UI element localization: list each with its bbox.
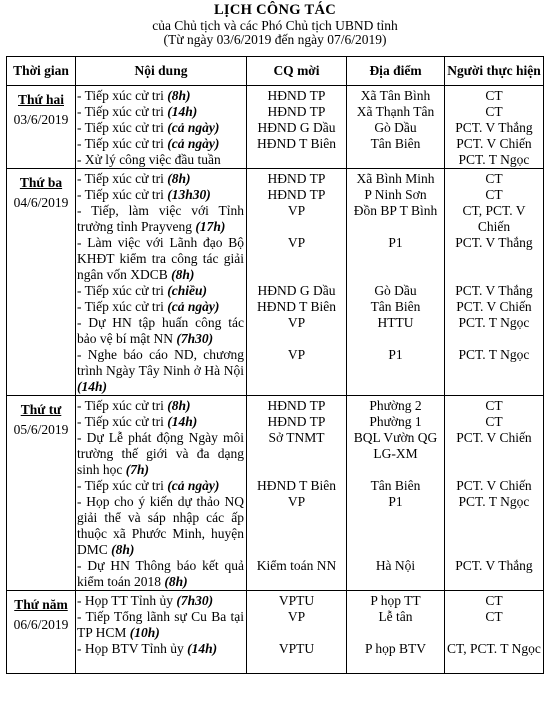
- host-org: VP: [287, 315, 306, 330]
- agenda-time: (8h): [171, 267, 195, 282]
- location: Tân Biên: [370, 478, 421, 493]
- location: P1: [388, 494, 403, 509]
- content-cell: [76, 169, 247, 396]
- agenda-item: [76, 152, 246, 168]
- performer: CT: [485, 104, 503, 119]
- agenda-item: [76, 187, 246, 203]
- host-org: HĐND T Biên: [256, 299, 336, 314]
- agenda-time: (10h): [129, 625, 160, 640]
- agenda-item: [76, 88, 246, 104]
- day-date: 06/6/2019: [13, 617, 69, 632]
- agenda-text: - Họp BTV Tỉnh ủy: [77, 641, 188, 656]
- host-cell: [247, 169, 347, 396]
- location: Xã Bình Minh: [356, 171, 435, 186]
- performer-cell: [445, 86, 544, 169]
- agenda-item: [76, 593, 246, 609]
- agenda-time: (7h30): [176, 331, 214, 346]
- performer: CT: [485, 88, 503, 103]
- performer: PCT. V Chiến: [456, 430, 532, 445]
- location: P1: [388, 347, 403, 362]
- agenda-item: [76, 203, 246, 235]
- performer: CT, PCT. T Ngọc: [447, 641, 541, 656]
- agenda-text: - Tiếp xúc cử tri: [77, 283, 168, 298]
- day-name: Thứ năm: [14, 597, 68, 612]
- performer: PCT. T Ngọc: [458, 494, 530, 509]
- column-header-content: Nội dung: [76, 57, 247, 86]
- agenda-item: [76, 136, 246, 152]
- performer: PCT. V Thắng: [455, 558, 533, 573]
- agenda-text: - Tiếp xúc cử tri: [77, 398, 168, 413]
- agenda-item: [76, 430, 246, 478]
- performer: PCT. V Thắng: [455, 283, 533, 298]
- performer: CT: [485, 414, 503, 429]
- agenda-item: [76, 120, 246, 136]
- agenda-time: (17h): [195, 219, 226, 234]
- location: HTTU: [377, 315, 414, 330]
- host-org: HĐND T Biên: [256, 478, 336, 493]
- host-org: VPTU: [278, 641, 315, 656]
- host-org: HĐND TP: [267, 104, 326, 119]
- location: P Ninh Sơn: [364, 187, 427, 202]
- content-cell: [76, 396, 247, 591]
- host-cell: [247, 591, 347, 674]
- agenda-item: [76, 171, 246, 187]
- table-header-row: [7, 57, 544, 86]
- location: [347, 152, 444, 168]
- performer: CT, PCT. V Chiến: [462, 203, 526, 234]
- host-org: HĐND TP: [267, 187, 326, 202]
- agenda-time: (8h): [167, 398, 191, 413]
- day-cell: [7, 396, 76, 591]
- host-org: Sở TNMT: [268, 430, 325, 445]
- location: Xã Tân Bình: [360, 88, 431, 103]
- column-header-performer: Người thực hiện: [445, 57, 544, 86]
- location: Phường 1: [369, 414, 422, 429]
- host-org: HĐND T Biên: [256, 136, 336, 151]
- host-org: [247, 152, 346, 168]
- agenda-text: - Dự Lễ phát động Ngày môi trường thế giới và đa dạng sinh học: [77, 430, 244, 477]
- schedule-table: [6, 56, 544, 674]
- agenda-time: (13h30): [167, 187, 211, 202]
- agenda-text: - Nghe báo cáo ND, chương trình Ngày Tây Ninh ở Hà Nội: [77, 347, 244, 378]
- location: BQL Vườn QG LG-XM: [353, 430, 438, 461]
- agenda-item: [76, 299, 246, 315]
- agenda-text: - Tiếp xúc cử tri: [77, 171, 168, 186]
- day-row: [7, 169, 544, 396]
- host-org: HĐND TP: [267, 414, 326, 429]
- performer-cell: [445, 396, 544, 591]
- host-org: HĐND TP: [267, 398, 326, 413]
- agenda-time: (7h30): [176, 593, 214, 608]
- host-org: Kiểm toán NN: [256, 558, 337, 573]
- column-header-location: Địa điểm: [347, 57, 445, 86]
- performer: CT: [485, 398, 503, 413]
- document-date-range: (Từ ngày 03/6/2019 đến ngày 07/6/2019): [163, 32, 387, 47]
- agenda-text: - Tiếp xúc cử tri: [77, 88, 168, 103]
- performer: CT: [485, 593, 503, 608]
- agenda-time: (14h): [187, 641, 218, 656]
- agenda-text: - Làm việc với Lãnh đạo Bộ KHĐT kiểm tra công tác giải ngân vốn XDCB: [77, 235, 244, 282]
- host-cell: [247, 86, 347, 169]
- performer: CT: [485, 171, 503, 186]
- agenda-item: [76, 641, 246, 673]
- agenda-text: - Họp cho ý kiến dự thảo NQ giải thể và sáp nhập các ấp thuộc xã Phước Minh, huyện DMC: [77, 494, 244, 557]
- location: Tân Biên: [370, 136, 421, 151]
- location: P1: [388, 235, 403, 250]
- agenda-item: [76, 558, 246, 590]
- location: Tân Biên: [370, 299, 421, 314]
- agenda-text: - Tiếp xúc cử tri: [77, 299, 168, 314]
- agenda-item: [76, 283, 246, 299]
- agenda-item: [76, 414, 246, 430]
- day-cell: [7, 86, 76, 169]
- agenda-item: [76, 347, 246, 395]
- agenda-time: (14h): [77, 379, 107, 394]
- document-subtitle: của Chủ tịch và các Phó Chủ tịch UBND tỉnh: [152, 18, 398, 33]
- host-org: HĐND G Dầu: [257, 283, 336, 298]
- agenda-text: - Tiếp xúc cử tri: [77, 187, 168, 202]
- performer: CT: [485, 187, 503, 202]
- location: P họp TT: [370, 593, 421, 608]
- day-name: Thứ ba: [19, 175, 63, 190]
- location-cell: [347, 169, 445, 396]
- agenda-time: (8h): [164, 574, 188, 589]
- performer: PCT. V Chiến: [456, 299, 532, 314]
- host-org: VP: [287, 494, 306, 509]
- day-cell: [7, 169, 76, 396]
- agenda-text: - Họp TT Tỉnh ủy: [77, 593, 177, 608]
- host-org: HĐND G Dầu: [257, 120, 336, 135]
- agenda-item: [76, 609, 246, 641]
- agenda-text: - Tiếp, làm việc với Tỉnh trưởng tỉnh Prayveng: [77, 203, 244, 234]
- agenda-item: [76, 494, 246, 558]
- performer: PCT. T Ngọc: [458, 315, 530, 330]
- host-org: VP: [287, 203, 306, 218]
- day-row: [7, 591, 544, 674]
- day-date: 03/6/2019: [13, 112, 69, 127]
- day-name: Thứ tư: [20, 402, 62, 417]
- agenda-time: (cả ngày): [167, 478, 220, 493]
- agenda-text: - Tiếp xúc cử tri: [77, 414, 168, 429]
- agenda-time: (cả ngày): [167, 120, 220, 135]
- agenda-text: - Tiếp Tổng lãnh sự Cu Ba tại TP HCM: [77, 609, 244, 640]
- agenda-text: - Xử lý công việc đầu tuần: [77, 152, 221, 167]
- agenda-item: [76, 478, 246, 494]
- agenda-time: (14h): [167, 414, 198, 429]
- location: Xã Thạnh Tân: [356, 104, 435, 119]
- agenda-time: (cả ngày): [167, 136, 220, 151]
- location-cell: [347, 86, 445, 169]
- location-cell: [347, 591, 445, 674]
- content-cell: [76, 591, 247, 674]
- agenda-time: (8h): [167, 88, 191, 103]
- column-header-host: CQ mời: [247, 57, 347, 86]
- host-org: HĐND TP: [267, 88, 326, 103]
- agenda-time: (14h): [167, 104, 198, 119]
- agenda-text: - Dự HN tập huấn công tác bảo vệ bí mật NN: [77, 315, 244, 346]
- day-name: Thứ hai: [18, 92, 64, 107]
- day-date: 04/6/2019: [13, 195, 69, 210]
- performer: PCT. T Ngọc: [458, 152, 530, 167]
- day-date: 05/6/2019: [13, 422, 69, 437]
- agenda-item: [76, 398, 246, 414]
- performer: PCT. V Chiến: [456, 136, 532, 151]
- agenda-time: (7h): [125, 462, 149, 477]
- performer: PCT. V Thắng: [455, 235, 533, 250]
- content-cell: [76, 86, 247, 169]
- location: Gò Dầu: [374, 283, 417, 298]
- agenda-item: [76, 235, 246, 283]
- agenda-time: (8h): [167, 171, 191, 186]
- day-cell: [7, 591, 76, 674]
- location: Đồn BP T Bình: [353, 203, 438, 218]
- location: P họp BTV: [364, 641, 426, 656]
- agenda-item: [76, 104, 246, 120]
- location: Gò Dầu: [374, 120, 417, 135]
- agenda-time: (cả ngày): [167, 299, 220, 314]
- performer: PCT. T Ngọc: [458, 347, 530, 362]
- host-org: VP: [287, 235, 306, 250]
- location: Lễ tân: [378, 609, 413, 624]
- location: Hà Nội: [375, 558, 416, 573]
- host-org: HĐND TP: [267, 171, 326, 186]
- host-org: VP: [287, 609, 306, 624]
- document-header: [0, 0, 550, 47]
- host-org: VPTU: [278, 593, 315, 608]
- performer-cell: [445, 169, 544, 396]
- agenda-text: - Dự HN Thông báo kết quả kiểm toán 2018: [77, 558, 244, 589]
- performer: PCT. V Thắng: [455, 120, 533, 135]
- performer-cell: [445, 591, 544, 674]
- day-row: [7, 86, 544, 169]
- agenda-text: - Tiếp xúc cử tri: [77, 120, 168, 135]
- agenda-text: - Tiếp xúc cử tri: [77, 136, 168, 151]
- agenda-text: - Tiếp xúc cử tri: [77, 104, 168, 119]
- agenda-time: (chiều): [167, 283, 207, 298]
- column-header-time: Thời gian: [7, 57, 76, 86]
- agenda-time: (8h): [111, 542, 135, 557]
- agenda-item: [76, 315, 246, 347]
- location: Phường 2: [369, 398, 422, 413]
- day-row: [7, 396, 544, 591]
- performer: CT: [485, 609, 503, 624]
- performer: PCT. V Chiến: [456, 478, 532, 493]
- host-cell: [247, 396, 347, 591]
- location-cell: [347, 396, 445, 591]
- document-title: LỊCH CÔNG TÁC: [213, 2, 337, 18]
- host-org: VP: [287, 347, 306, 362]
- agenda-text: - Tiếp xúc cử tri: [77, 478, 168, 493]
